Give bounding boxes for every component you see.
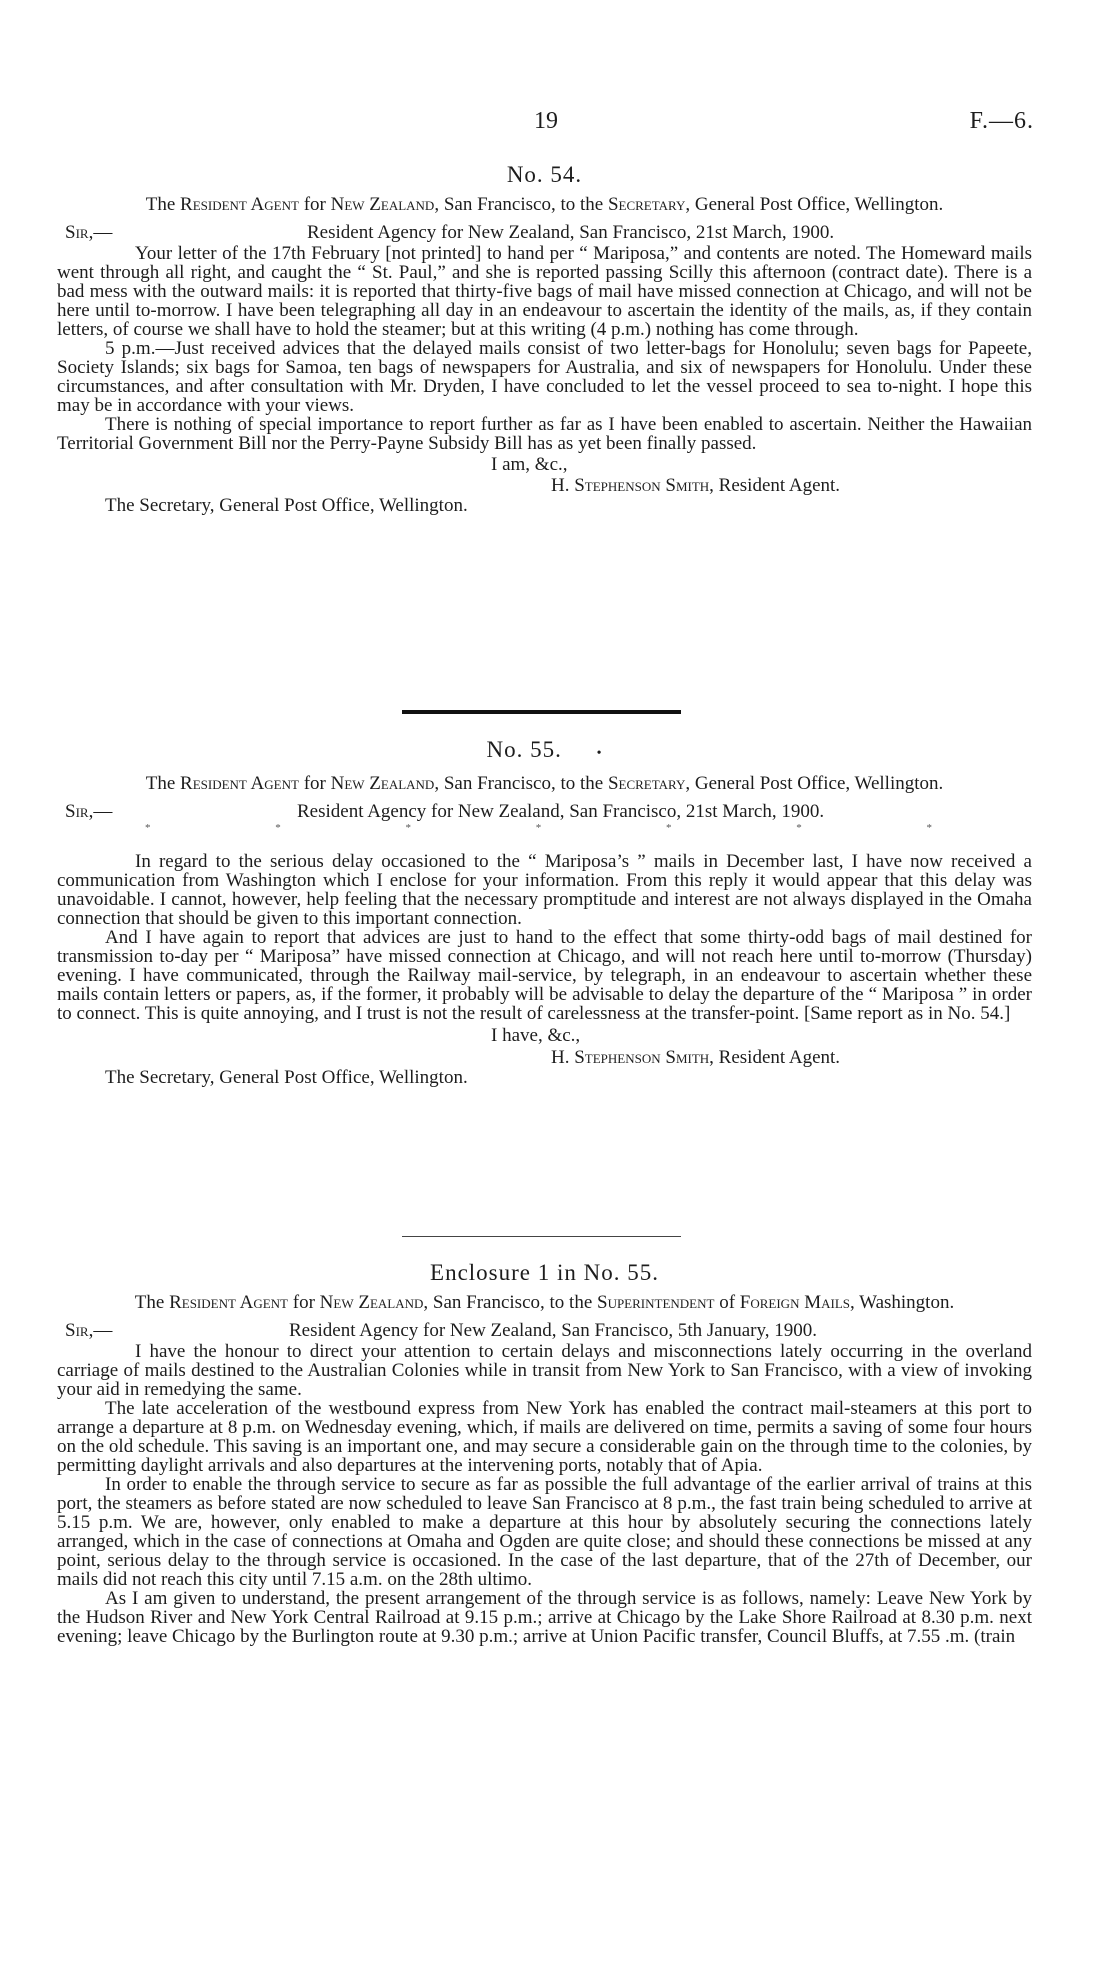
enclosure-addressee: The Resident Agent for New Zealand, San Francisco, to the Superintendent of Foreign Mails, Washington. (134, 1292, 955, 1313)
letter-54-title: No. 54. (506, 162, 583, 187)
letter-54-addressee: The Resident Agent for New Zealand, San Francisco, to the Secretary, General Post Office, Wellington. (145, 194, 944, 215)
closing: I have, &c., (491, 1025, 581, 1046)
paragraph: In order to enable the through service to secure as far as possible the full advantage of the earlier arrival of trains at this port, the steamers as before stated are now scheduled to leave San Francisco at 8 p.m., the fast train being scheduled to arrive at 5.15 p.m. We are, however, only enabled to make a departure at this hour by absolutely securing the connections lately arranged, which in the case of connections at Omaha and Ogden are quite close; and should these connections be missed at any point, serious delay to the through service is occasioned. In the case of the last departure, that of the 27th of December, our mails did not reach this city until 7.15 a.m. on the 28th ultimo. (57, 1474, 1032, 1590)
paragraph: There is nothing of special importance to report further as far as I have been enabled to ascertain. Neither the Hawaiian Territorial Government Bill nor the Perry-Payne Subsidy Bill has as yet been finally passed. (57, 414, 1032, 454)
salutation: Sir,— (65, 222, 113, 243)
paragraph: 5 p.m.—Just received advices that the delayed mails consist of two letter-bags for Honolulu; seven bags for Papeete, Society Islands; six bags for Samoa, ten bags of newspapers for Australia, and six of newspapers for Honolulu. Under these circumstances, and after consultation with Mr. Dryden, I have concluded to let the vessel proceed to sea to-night. I hope this may be in accordance with your views. (57, 338, 1032, 416)
signature: H. Stephenson Smith, Resident Agent. (551, 1047, 841, 1068)
recipient-line: The Secretary, General Post Office, Wellington. (105, 495, 468, 516)
stray-mark: • (596, 746, 603, 761)
place-date: Resident Agency for New Zealand, San Francisco, 5th January, 1900. (289, 1320, 817, 1341)
omission-stars: * * * * * * * (145, 822, 932, 834)
paragraph: And I have again to report that advices are just to hand to the effect that some thirty-odd bags of mail destined for transmission to-day per “ Mariposa” have missed connection at Chicago, and will not reach here until to-morrow (Thursday) evening. I have communicated, through the Railway mail-service, by telegraph, in an endeavour to ascertain whether these mails contain letters or papers, as, if the former, it probably will be advisable to delay the departure of the “ Mariposa ” in order to connect. This is quite annoying, and I trust is not the result of carelessness at the transfer-point. [Same report as in No. 54.] (57, 927, 1032, 1024)
enclosure-1-no-55 (57, 1260, 1032, 1646)
section-divider-thick (402, 710, 681, 714)
enclosure-title: Enclosure 1 in No. 55. (430, 1260, 659, 1285)
paragraph: I have the honour to direct your attention to certain delays and misconnections lately occurring in the overland carriage of mails destined to the Australian Colonies while in transit from New York to San Francisco, with a view of invoking your aid in remedying the same. (57, 1341, 1032, 1400)
recipient-line: The Secretary, General Post Office, Wellington. (105, 1067, 468, 1088)
paragraph: Your letter of the 17th February [not printed] to hand per “ Mariposa,” and contents are noted. The Homeward mails went through all right, and caught the “ St. Paul,” and she is reported passing Scilly this afternoon (contract date). There is a bad mess with the outward mails: it is reported that thirty-five bags of mail have missed connection at Chicago, and will not be here until to-morrow. I have been telegraphing all day in an endeavour to ascertain the identity of the mails, as, if they contain letters, of course we shall have to hold the steamer; but at this writing (4 p.m.) nothing has come through. (57, 243, 1032, 340)
enclosure-salutation-line (57, 1321, 1032, 1341)
letter-55-addressee: The Resident Agent for New Zealand, San Francisco, to the Secretary, General Post Office, Wellington. (145, 773, 944, 794)
paragraph: In regard to the serious delay occasioned to the “ Mariposa’s ” mails in December last, I have now received a communication from Washington which I enclose for your information. From this reply it would appear that this delay was unavoidable. I cannot, however, help feeling that the necessary promptitude and interest are not always displayed in the Omaha connection that should be given to this important connection. (57, 851, 1032, 929)
salutation: Sir,— (65, 801, 113, 822)
letter-no-55 (57, 737, 1032, 1087)
letter-54-salutation-line (57, 223, 1032, 243)
paragraph: The late acceleration of the westbound express from New York has enabled the contract mail-steamers at this port to arrange a departure at 8 p.m. on Wednesday evening, which, if mails are delivered on time, permits a saving of some four hours on the old schedule. This saving is an important one, and may secure a considerable gain on the through time to the colonies, by permitting daylight arrivals and also departures at the intervening ports, notably that of Apia. (57, 1398, 1032, 1476)
salutation: Sir,— (65, 1320, 113, 1341)
page-number: 19 (534, 108, 558, 134)
letter-55-salutation-line (57, 802, 1032, 822)
signature: H. Stephenson Smith, Resident Agent. (551, 475, 841, 496)
place-date: Resident Agency for New Zealand, San Francisco, 21st March, 1900. (307, 222, 835, 243)
closing: I am, &c., (491, 454, 568, 475)
letter-no-54 (57, 162, 1032, 515)
section-divider-thin (402, 1236, 681, 1237)
document-reference: F.—6. (969, 108, 1034, 134)
place-date: Resident Agency for New Zealand, San Francisco, 21st March, 1900. (297, 801, 825, 822)
paragraph: As I am given to understand, the present arrangement of the through service is as follows, namely: Leave New York by the Hudson River and New York Central Railroad at 9.15 p.m.; arrive at Chicago by the Lake Shore Railroad at 8.30 p.m. next evening; leave Chicago by the Burlington route at 9.30 p.m.; arrive at Union Pacific transfer, Council Bluffs, at 7.55 .m. (train (57, 1588, 1032, 1647)
letter-55-title: No. 55. • (486, 737, 603, 762)
